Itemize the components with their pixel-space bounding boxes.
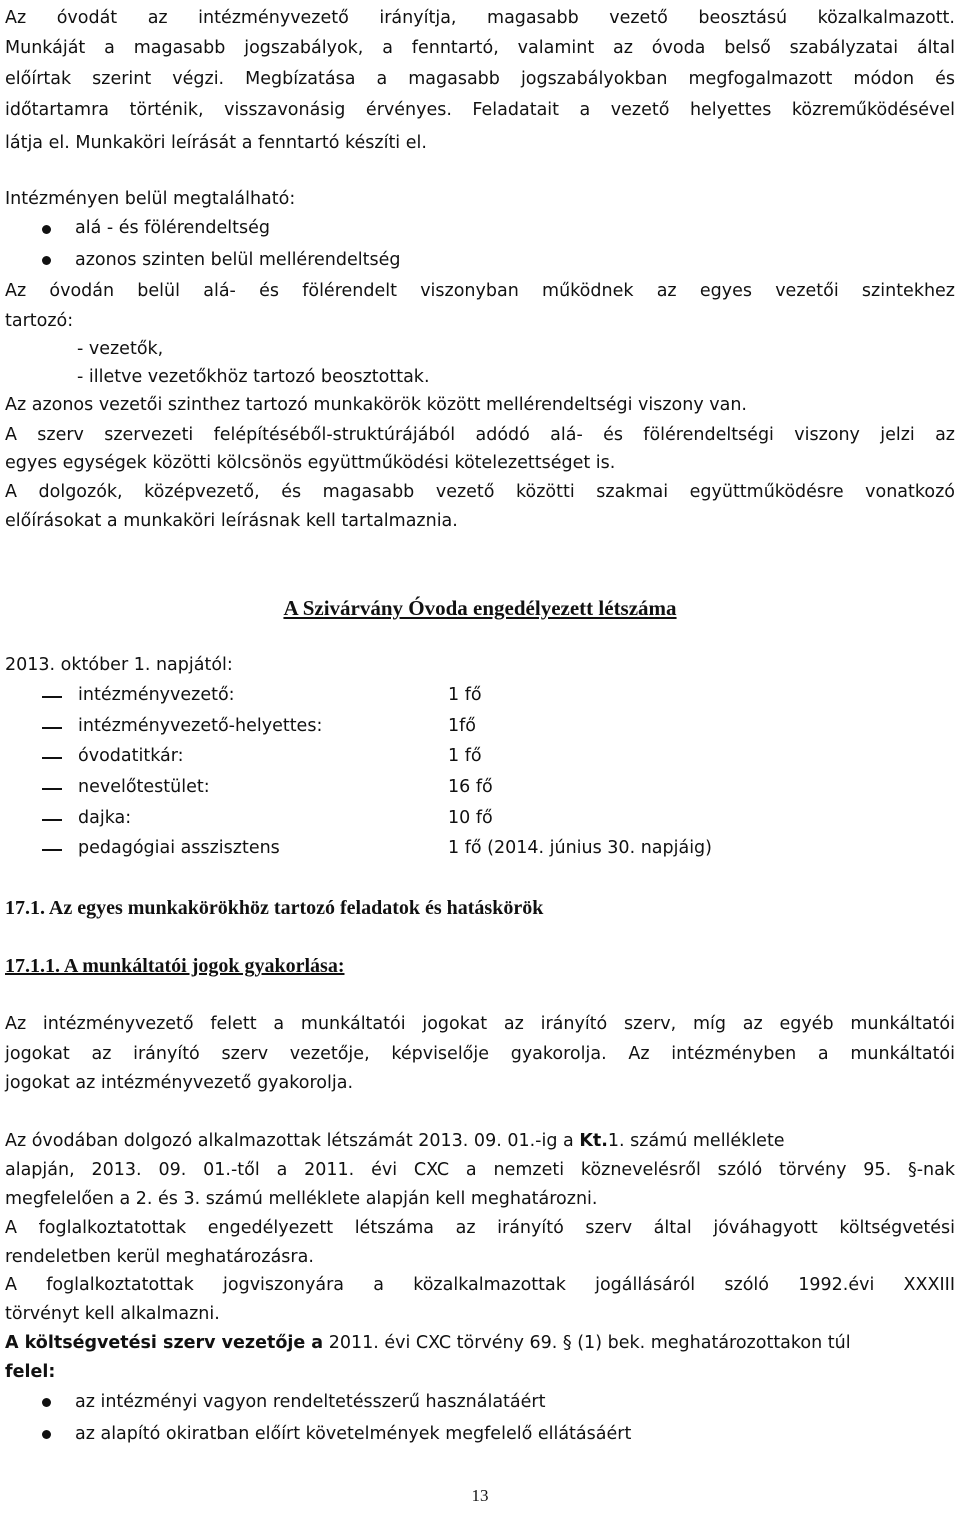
page-number: 13 — [471, 1486, 489, 1505]
staff-role-6: pedagógiai asszisztens — [78, 838, 280, 858]
section-p2-text-c: 1. számú melléklete — [607, 1131, 785, 1151]
staff-role-3: óvodatitkár: — [78, 746, 184, 766]
intro-line-2: Munkáját a magasabb jogszabályok, a fenntartó, valamint az óvoda belső szabályzatai által — [5, 38, 955, 58]
staff-count-5: 10 fő — [448, 808, 493, 828]
hierarchy-para-line-2: tartozó: — [5, 311, 74, 331]
hierarchy-intro: Intézményen belül megtalálható: — [5, 189, 296, 209]
section-p4-line-1: A foglalkoztatottak jogviszonyára a közalkalmazottak jogállásáról szóló 1992.évi XXXIII — [5, 1275, 955, 1295]
bullet-icon — [42, 1430, 51, 1439]
section-p1-line-2: jogokat az irányító szerv vezetője, képviselője gyakorolja. Az intézményben a munkáltatói — [5, 1044, 955, 1064]
section-p2-kt: Kt. — [579, 1131, 608, 1151]
section-bullet-1: az intézményi vagyon rendeltetésszerű használatáért — [75, 1392, 546, 1412]
section-p1-line-3: jogokat az intézményvezető gyakorolja. — [5, 1073, 354, 1093]
section-p2-line-1 — [5, 1129, 955, 1153]
hierarchy-p4-line-1: A dolgozók, középvezető, és magasabb vezető közötti szakmai együttműködésre vonatkozó — [5, 482, 955, 502]
staff-count-4: 16 fő — [448, 777, 493, 797]
dash-icon — [42, 757, 62, 759]
staff-date: 2013. október 1. napjától: — [5, 655, 233, 675]
hierarchy-para-line-1: Az óvodán belül alá- és fölérendelt viszonyban működnek az egyes vezetői szintekhez — [5, 281, 955, 301]
staff-role-5: dajka: — [78, 808, 132, 828]
intro-line-3: előírtak szerint végzi. Megbízatása a magasabb jogszabályokban megfogalmazott módon és — [5, 69, 955, 89]
section-p5-rest: 2011. évi CXC törvény 69. § (1) bek. meghatározottakon túl — [328, 1333, 851, 1353]
section-p1-line-1: Az intézményvezető felett a munkáltatói jogokat az irányító szerv, míg az egyéb munkáltatói — [5, 1014, 955, 1034]
dash-icon — [42, 819, 62, 821]
dash-icon — [42, 727, 62, 729]
section-p5-line-1 — [5, 1331, 851, 1355]
section-p2-text-a: Az óvodában dolgozó alkalmazottak létszámát 2013. 09. 01.-ig a — [5, 1131, 574, 1151]
hierarchy-p3-line-1: A szerv szervezeti felépítéséből-struktúrájából adódó alá- és fölérendeltségi viszony jelzi az — [5, 425, 955, 445]
section-bullet-2: az alapító okiratban előírt követelmények megfelelő ellátásáért — [75, 1424, 632, 1444]
hierarchy-bullet-1: alá - és fölérendeltség — [75, 218, 270, 238]
staff-count-3: 1 fő — [448, 746, 482, 766]
staff-count-6: 1 fő (2014. június 30. napjáig) — [448, 838, 712, 858]
intro-line-1: Az óvodát az intézményvezető irányítja, magasabb vezető beosztású közalkalmazott. — [5, 8, 955, 28]
staff-title: A Szivárvány Óvoda engedélyezett létszáma — [283, 596, 677, 620]
staff-count-2: 1fő — [448, 716, 477, 736]
section-p3-line-2: rendeletben kerül meghatározásra. — [5, 1247, 314, 1267]
staff-role-1: intézményvezető: — [78, 685, 235, 705]
intro-line-5: látja el. Munkaköri leírását a fenntartó készíti el. — [5, 133, 427, 153]
hierarchy-p3-line-2: egyes egységek közötti kölcsönös együttműködési kötelezettséget is. — [5, 453, 616, 473]
section-p3-line-1: A foglalkoztatottak engedélyezett létszáma az irányító szerv által jóváhagyott költségvetési — [5, 1218, 955, 1238]
hierarchy-dash-1: - vezetők, — [77, 339, 164, 359]
subsection-heading: 17.1.1. A munkáltatói jogok gyakorlása: — [5, 955, 345, 977]
bullet-icon — [42, 225, 51, 234]
dash-icon — [42, 696, 62, 698]
hierarchy-dash-2: - illetve vezetőkhöz tartozó beosztottak. — [77, 367, 430, 387]
section-p5-bold: A költségvetési szerv vezetője a — [5, 1333, 324, 1353]
intro-line-4: időtartamra történik, visszavonásig érvényes. Feladatait a vezető helyettes közreműködésével — [5, 100, 955, 120]
section-p2-line-2: alapján, 2013. 09. 01.-től a 2011. évi CXC a nemzeti köznevelésről szóló törvény 95. §-nak — [5, 1160, 955, 1180]
bullet-icon — [42, 256, 51, 265]
staff-role-4: nevelőtestület: — [78, 777, 210, 797]
staff-count-1: 1 fő — [448, 685, 482, 705]
hierarchy-p4-line-2: előírásokat a munkaköri leírásnak kell tartalmaznia. — [5, 511, 458, 531]
section-p4-line-2: törvényt kell alkalmazni. — [5, 1304, 220, 1324]
hierarchy-p2: Az azonos vezetői szinthez tartozó munkakörök között mellérendeltségi viszony van. — [5, 395, 747, 415]
staff-role-2: intézményvezető-helyettes: — [78, 716, 323, 736]
dash-icon — [42, 849, 62, 851]
dash-icon — [42, 788, 62, 790]
section-p2-line-3: megfelelően a 2. és 3. számú melléklete alapján kell meghatározni. — [5, 1189, 598, 1209]
section-p5-line-2: felel: — [5, 1362, 56, 1382]
section-heading: 17.1. Az egyes munkakörökhöz tartozó feladatok és hatáskörök — [5, 897, 544, 919]
bullet-icon — [42, 1398, 51, 1407]
hierarchy-bullet-2: azonos szinten belül mellérendeltség — [75, 250, 401, 270]
